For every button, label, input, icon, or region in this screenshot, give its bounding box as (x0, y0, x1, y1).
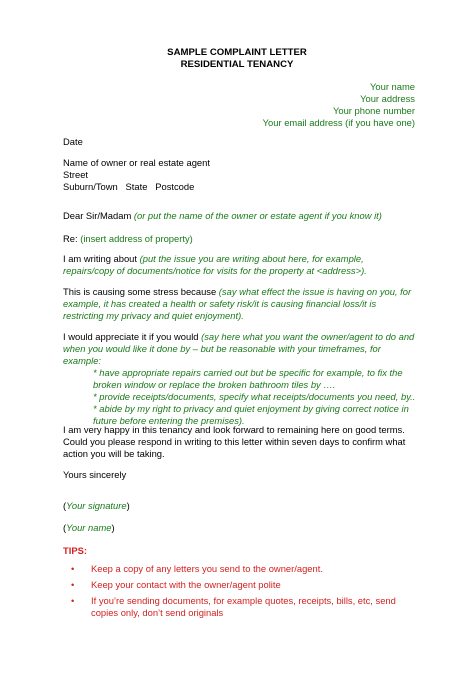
re-label: Re: (63, 233, 81, 244)
example-line-2: broken window or replace the broken bathroom tiles by …. (93, 379, 336, 390)
para1-note-2: repairs/copy of documents/notice for visits for the property at <address>). (63, 265, 367, 276)
para3-note-3: example: (63, 355, 102, 366)
tip-item (63, 579, 413, 591)
example-line-4: * abide by my right to privacy and quiet enjoyment by giving correct notice in (93, 403, 409, 414)
sender-address: Your address (360, 93, 415, 104)
paragraph-4 (63, 424, 433, 460)
tip-item (63, 563, 413, 575)
example-line-5: future before entering the premises). (93, 415, 245, 426)
recipient-block (63, 157, 423, 193)
tip-item (63, 595, 413, 619)
para2-note-2: example, it has created a health or safety risk/it is causing financial loss/it is (63, 298, 377, 309)
re-line (63, 233, 423, 245)
recipient-street: Street (63, 169, 89, 180)
recipient-name: Name of owner or real estate agent (63, 157, 210, 168)
example-line-1: * have appropriate repairs carried out but be specific for example, to fix the (93, 367, 403, 378)
sender-name: Your name (370, 81, 415, 92)
letter-subtitle: RESIDENTIAL TENANCY (180, 59, 294, 70)
paragraph-1 (63, 253, 423, 277)
para1-note-1: (put the issue you are writing about here, for example, (139, 253, 364, 264)
re-note: (insert address of property) (80, 233, 193, 244)
bullet-icon: • (71, 595, 75, 606)
date-line: Date (63, 136, 83, 147)
name-placeholder: Your name (66, 522, 112, 533)
para3-note-1: (say here what you want the owner/agent to do and (201, 331, 415, 342)
tip-text: Keep your contact with the owner/agent polite (91, 579, 281, 590)
para4-line-1: I am very happy in this tenancy and look forward to remaining here on good terms. (63, 424, 405, 435)
salutation-text: Dear Sir/Madam (63, 210, 134, 221)
para3-note-2: when you would like it done by – but be reasonable with your timeframes, for (63, 343, 381, 354)
para2-note-3: restricting my privacy and quiet enjoyment). (63, 310, 244, 321)
bullet-icon: • (71, 579, 75, 590)
tips-heading: TIPS: (63, 545, 87, 556)
salutation (63, 210, 443, 222)
paragraph-3 (63, 331, 433, 427)
para2-note-1: (say what effect the issue is having on you, for (218, 286, 412, 297)
example-line-3: * provide receipts/documents, specify what receipts/documents you need, by.. (93, 391, 416, 402)
sender-phone: Your phone number (332, 105, 415, 116)
name-line: (Your name) (63, 522, 115, 533)
recipient-town: Suburn/Town State Postcode (63, 181, 195, 192)
para4-line-2: Could you please respond in writing to this letter within seven days to confirm what (63, 436, 406, 447)
para4-line-3: action you will be taking. (63, 448, 165, 459)
tips-list (63, 563, 413, 623)
paragraph-2 (63, 286, 423, 322)
para1-text: I am writing about (63, 253, 140, 264)
tip-text: Keep a copy of any letters you send to the owner/agent. (91, 563, 323, 574)
sender-block (263, 81, 415, 129)
para2-text: This is causing some stress because (63, 286, 219, 297)
closing: Yours sincerely (63, 469, 127, 480)
signature-line: (Your signature) (63, 500, 130, 511)
tip-text: If you’re sending documents, for example quotes, receipts, bills, etc, send copies only, don’t send originals (91, 595, 396, 618)
salutation-note: (or put the name of the owner or estate agent if you know it) (133, 210, 382, 221)
sender-email: Your email address (if you have one) (262, 117, 415, 128)
signature-placeholder: Your signature (66, 500, 127, 511)
para3-text: I would appreciate it if you would (63, 331, 202, 342)
letter-title: SAMPLE COMPLAINT LETTER (167, 47, 307, 58)
bullet-icon: • (71, 563, 75, 574)
